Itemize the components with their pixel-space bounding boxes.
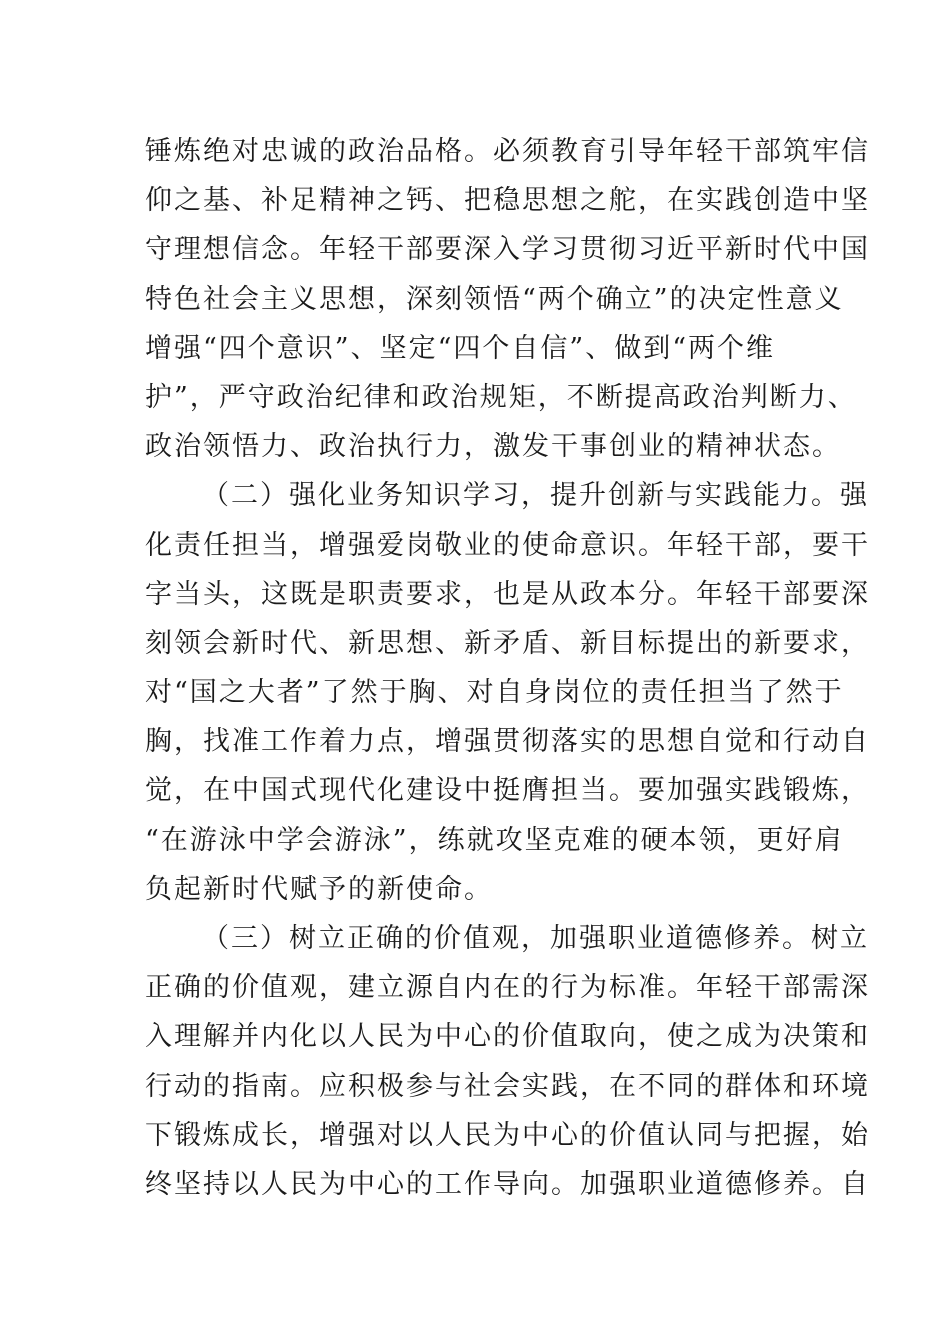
text-line: 刻领会新时代、新思想、新矛盾、新目标提出的新要求， (145, 627, 870, 659)
text-line: 守理想信念。年轻干部要深入学习贯彻习近平新时代中国 (145, 234, 870, 266)
text-line: 行动的指南。应积极参与社会实践，在不同的群体和环境 (145, 1070, 870, 1102)
text-line: 字当头，这既是职责要求，也是从政本分。年轻干部要深 (145, 578, 870, 610)
text-line: 下锻炼成长，增强对以人民为中心的价值认同与把握，始 (145, 1119, 870, 1151)
text-line: 仰之基、补足精神之钙、把稳思想之舵，在实践创造中坚 (145, 185, 870, 217)
text-line: 胸，找准工作着力点，增强贯彻落实的思想自觉和行动自 (145, 726, 870, 758)
text-line: 入理解并内化以人民为中心的价值取向，使之成为决策和 (145, 1021, 870, 1053)
text-line: 觉，在中国式现代化建设中挺膺担当。要加强实践锻炼， (145, 775, 870, 807)
paragraph-heading-line: （三）树立正确的价值观，加强职业道德修养。树立 (202, 923, 869, 954)
text-line: 政治领悟力、政治执行力，激发干事创业的精神状态。 (145, 431, 841, 463)
text-line: 对“国之大者”了然于胸、对自身岗位的责任担当了然于 (145, 677, 844, 709)
text-line: 终坚持以人民为中心的工作导向。加强职业道德修养。自 (145, 1168, 870, 1200)
text-line: 特色社会主义思想，深刻领悟“两个确立”的决定性意义 (145, 283, 844, 315)
text-line: 化责任担当，增强爱岗敬业的使命意识。年轻干部，要干 (145, 529, 870, 561)
text-line: 护”，严守政治纪律和政治规矩，不断提高政治判断力、 (145, 381, 857, 413)
text-line: 增强“四个意识”、坚定“四个自信”、做到“两个维 (145, 332, 776, 364)
text-line: 锤炼绝对忠诚的政治品格。必须教育引导年轻干部筑牢信 (145, 136, 870, 167)
text-line: “在游泳中学会游泳”，练就攻坚克难的硬本领，更好肩 (145, 824, 844, 856)
document-body (145, 127, 870, 1209)
text-line: 正确的价值观，建立源自内在的行为标准。年轻干部需深 (145, 972, 870, 1004)
paragraph-heading-line: （二）强化业务知识学习，提升创新与实践能力。强 (202, 480, 869, 512)
text-line: 负起新时代赋予的新使命。 (145, 873, 493, 905)
